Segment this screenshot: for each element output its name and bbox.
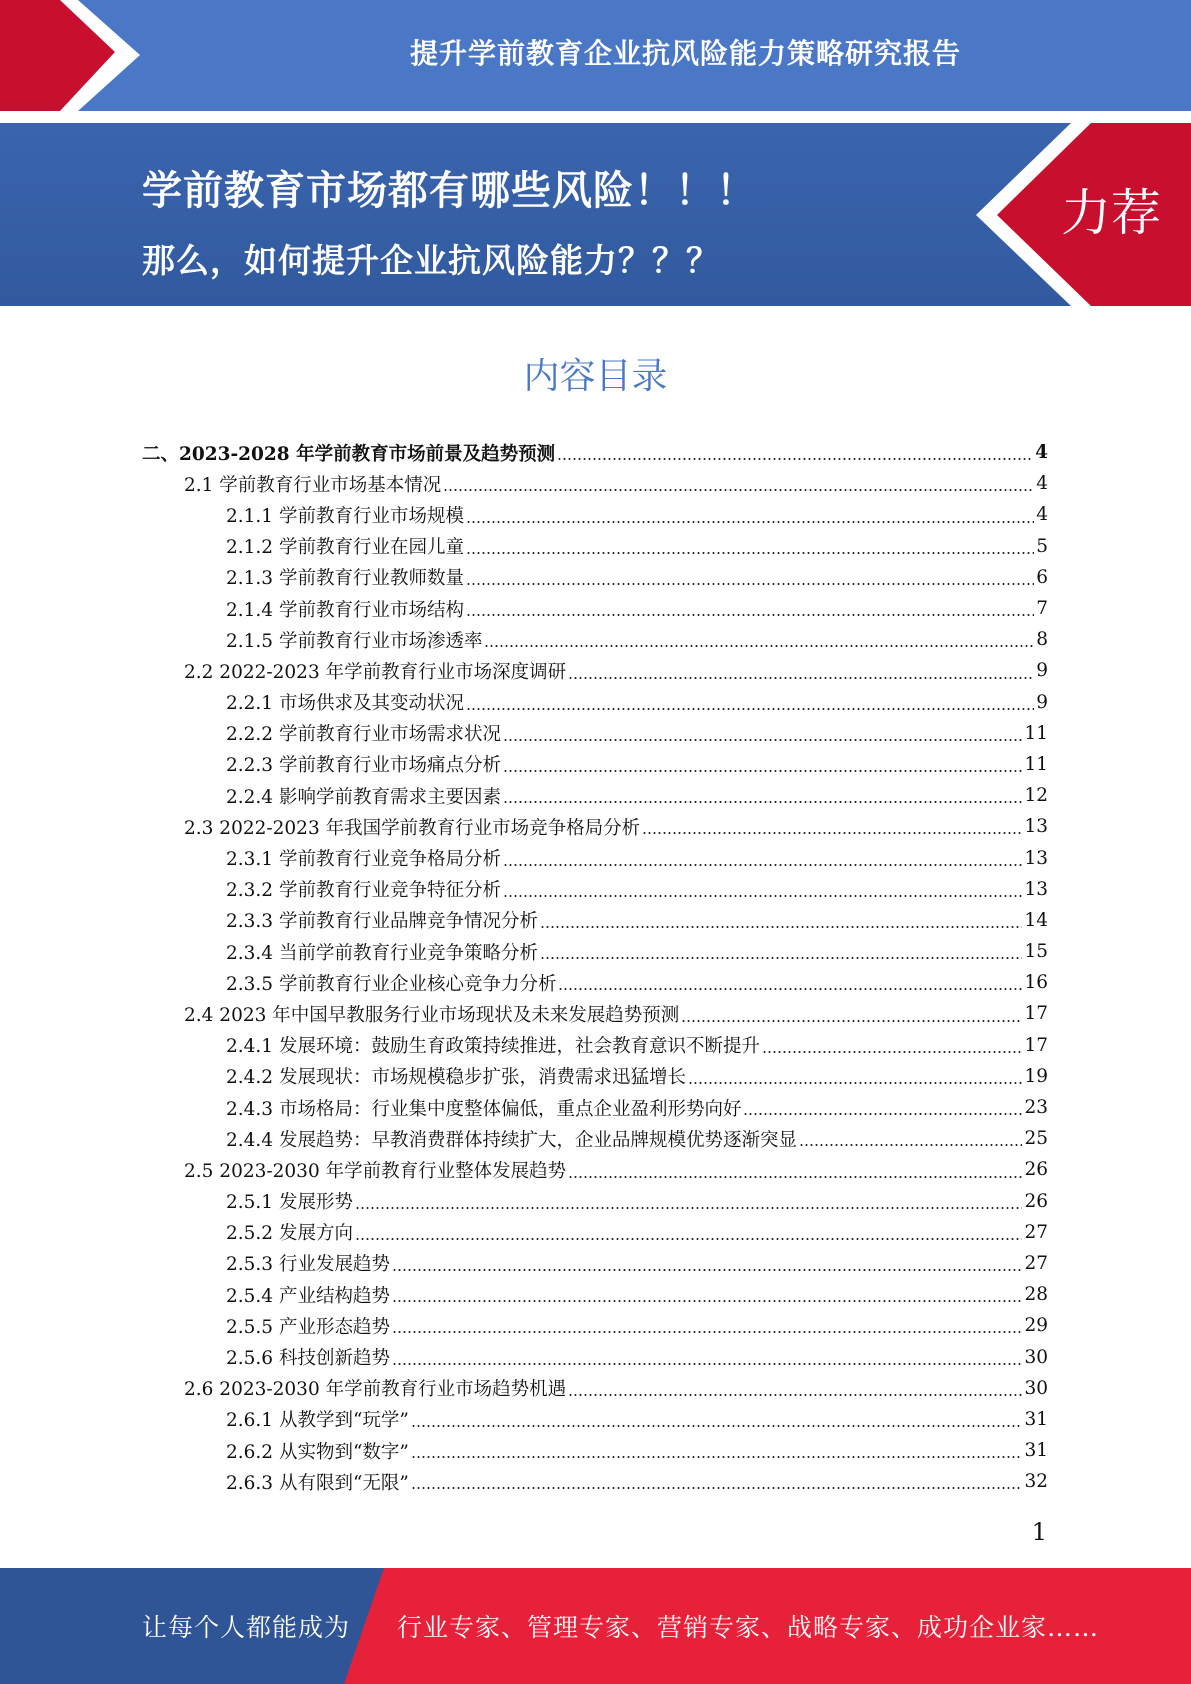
- toc-entry[interactable]: [142, 1435, 1048, 1466]
- toc-entry[interactable]: [142, 1310, 1048, 1341]
- toc-entry-label: 2.2 2022-2023 年学前教育行业市场深度调研: [184, 661, 567, 683]
- toc-entry-page: 4: [1035, 442, 1048, 464]
- toc-entry-page: 31: [1024, 1440, 1048, 1462]
- toc-entry[interactable]: [142, 1123, 1048, 1154]
- toc-entry[interactable]: [142, 531, 1048, 562]
- toc-dot-leader: [355, 1238, 1023, 1240]
- recommend-badge: 力荐: [1061, 184, 1161, 242]
- toc-dot-leader: [503, 801, 1022, 803]
- toc-dot-leader: [762, 1051, 1022, 1053]
- toc-entry[interactable]: [142, 905, 1048, 936]
- toc-entry[interactable]: [142, 811, 1048, 842]
- toc-entry-page: 30: [1024, 1346, 1048, 1368]
- toc-dot-leader: [355, 1207, 1023, 1209]
- toc-entry-label: 2.3.3 学前教育行业品牌竞争情况分析: [226, 911, 538, 933]
- toc-entry-page: 5: [1036, 535, 1048, 557]
- report-header-bar: [0, 0, 1191, 111]
- promo-banner: [0, 123, 1191, 306]
- toc-entry-label: 2.5.5 产业形态趋势: [226, 1316, 390, 1338]
- toc-dot-leader: [568, 677, 1034, 679]
- toc-dot-leader: [568, 1176, 1022, 1178]
- toc-entry-page: 31: [1024, 1408, 1048, 1430]
- toc-entry-page: 28: [1024, 1284, 1048, 1306]
- toc-entry-page: 4: [1036, 473, 1048, 495]
- toc-entry[interactable]: [142, 562, 1048, 593]
- toc-entry[interactable]: [142, 624, 1048, 655]
- toc-dot-leader: [466, 521, 1034, 523]
- toc-entry-page: 11: [1024, 722, 1048, 744]
- toc-entry-label: 2.4.1 发展环境：鼓励生育政策持续推进，社会教育意识不断提升: [226, 1036, 760, 1058]
- toc-entry[interactable]: [142, 1030, 1048, 1061]
- toc-entry-label: 2.3.1 学前教育行业竞争格局分析: [226, 849, 501, 871]
- toc-entry-page: 19: [1024, 1065, 1048, 1087]
- toc-entry-page: 8: [1036, 629, 1048, 651]
- toc-entry[interactable]: [142, 1279, 1048, 1310]
- toc-entry[interactable]: [142, 967, 1048, 998]
- toc-entry[interactable]: [142, 1061, 1048, 1092]
- toc-dot-leader: [411, 1425, 1023, 1427]
- toc-entry-label: 2.1.3 学前教育行业教师数量: [226, 568, 464, 590]
- toc-entry-page: 26: [1024, 1159, 1048, 1181]
- toc-entry-label: 2.5.1 发展形势: [226, 1192, 353, 1214]
- toc-entry-label: 2.3.5 学前教育行业企业核心竞争力分析: [226, 973, 557, 995]
- toc-entry-page: 9: [1036, 660, 1048, 682]
- toc-entry[interactable]: [142, 780, 1048, 811]
- toc-entry-label: 2.1.5 学前教育行业市场渗透率: [226, 630, 483, 652]
- toc-entry[interactable]: [142, 468, 1048, 499]
- toc-entry[interactable]: [142, 749, 1048, 780]
- toc-entry-label: 2.2.2 学前教育行业市场需求状况: [226, 724, 501, 746]
- toc-entry-page: 13: [1024, 878, 1048, 900]
- toc-entry-label: 2.1.4 学前教育行业市场结构: [226, 599, 464, 621]
- toc-entry-page: 16: [1024, 972, 1048, 994]
- toc-dot-leader: [411, 1487, 1023, 1489]
- report-title: 提升学前教育企业抗风险能力策略研究报告: [409, 37, 961, 70]
- toc-dot-leader: [688, 1082, 1022, 1084]
- toc-entry-label: 2.1.2 学前教育行业在园儿童: [226, 537, 464, 559]
- toc-dot-leader: [466, 708, 1034, 710]
- toc-entry[interactable]: [142, 1154, 1048, 1185]
- toc-entry-page: 27: [1024, 1252, 1048, 1274]
- page-number: 1: [1031, 1518, 1047, 1546]
- toc-entry-page: 27: [1024, 1221, 1048, 1243]
- toc-entry-label: 2.6 2023-2030 年学前教育行业市场趋势机遇: [184, 1379, 567, 1401]
- toc-dot-leader: [484, 645, 1034, 647]
- toc-dot-leader: [411, 1456, 1023, 1458]
- toc-dot-leader: [540, 957, 1022, 959]
- toc-dot-leader: [503, 739, 1022, 741]
- toc-dot-leader: [443, 489, 1034, 491]
- toc-entry[interactable]: [142, 1092, 1048, 1123]
- toc-entry-page: 17: [1024, 1003, 1048, 1025]
- toc-entry-page: 13: [1024, 816, 1048, 838]
- toc-entry-label: 2.4.4 发展趋势：早教消费群体持续扩大，企业品牌规模优势逐渐突显: [226, 1129, 797, 1151]
- toc-dot-leader: [503, 895, 1022, 897]
- toc-entry-label: 2.3.2 学前教育行业竞争特征分析: [226, 880, 501, 902]
- toc-dot-leader: [568, 1394, 1022, 1396]
- toc-dot-leader: [503, 864, 1022, 866]
- toc-entry-page: 30: [1024, 1377, 1048, 1399]
- toc-entry[interactable]: [142, 655, 1048, 686]
- toc-entry-label: 2.5 2023-2030 年学前教育行业整体发展趋势: [184, 1160, 567, 1182]
- toc-entry-label: 2.1.1 学前教育行业市场规模: [226, 505, 464, 527]
- toc-entry-page: 32: [1024, 1471, 1048, 1493]
- toc-entry-page: 7: [1036, 598, 1048, 620]
- toc-dot-leader: [557, 458, 1033, 460]
- toc-entry[interactable]: [142, 593, 1048, 624]
- toc-entry-page: 11: [1024, 753, 1048, 775]
- toc-entry-page: 26: [1024, 1190, 1048, 1212]
- toc-entry-page: 13: [1024, 847, 1048, 869]
- toc-entry[interactable]: [142, 936, 1048, 967]
- toc-entry[interactable]: [142, 437, 1048, 468]
- toc-entry[interactable]: [142, 1248, 1048, 1279]
- toc-dot-leader: [466, 614, 1034, 616]
- toc-dot-leader: [466, 552, 1034, 554]
- toc-entry[interactable]: [142, 687, 1048, 718]
- toc-dot-leader: [799, 1144, 1022, 1146]
- toc-entry-label: 2.6.1 从教学到“玩学”: [226, 1410, 409, 1432]
- toc-entry-label: 2.6.2 从实物到“数字”: [226, 1441, 409, 1463]
- toc-dot-leader: [392, 1300, 1022, 1302]
- red-chevron-icon: [0, 0, 160, 111]
- table-of-contents: [142, 437, 1048, 1497]
- toc-entry[interactable]: [142, 874, 1048, 905]
- toc-entry[interactable]: [142, 718, 1048, 749]
- toc-dot-leader: [642, 832, 1022, 834]
- footer-slogan-left: 让每个人都能成为: [142, 1613, 351, 1642]
- toc-dot-leader: [540, 926, 1022, 928]
- toc-entry-label: 2.2.4 影响学前教育需求主要因素: [226, 786, 501, 808]
- toc-entry-page: 15: [1024, 941, 1048, 963]
- toc-title: 内容目录: [523, 356, 668, 397]
- toc-dot-leader: [681, 1020, 1022, 1022]
- toc-entry[interactable]: [142, 499, 1048, 530]
- footer-slogan-right: 行业专家、管理专家、营销专家、战略专家、成功企业家……: [397, 1613, 1100, 1642]
- toc-entry-label: 2.2.3 学前教育行业市场痛点分析: [226, 755, 501, 777]
- toc-entry-label: 2.2.1 市场供求及其变动状况: [226, 693, 464, 715]
- toc-entry-page: 14: [1024, 909, 1048, 931]
- toc-entry-label: 2.5.6 科技创新趋势: [226, 1348, 390, 1370]
- toc-entry-label: 2.4.2 发展现状：市场规模稳步扩张，消费需求迅猛增长: [226, 1067, 686, 1089]
- toc-entry-label: 2.6.3 从有限到“无限”: [226, 1472, 409, 1494]
- toc-entry[interactable]: [142, 1373, 1048, 1404]
- toc-entry-label: 2.4.3 市场格局：行业集中度整体偏低，重点企业盈利形势向好: [226, 1098, 742, 1120]
- toc-dot-leader: [743, 1113, 1022, 1115]
- banner-subheadline: 那么，如何提升企业抗风险能力？？？: [142, 241, 720, 280]
- toc-entry-label: 2.4 2023 年中国早教服务行业市场现状及未来发展趋势预测: [184, 1004, 680, 1026]
- toc-entry-label: 2.5.2 发展方向: [226, 1223, 353, 1245]
- toc-entry-label: 2.3.4 当前学前教育行业竞争策略分析: [226, 942, 538, 964]
- toc-entry-page: 23: [1024, 1097, 1048, 1119]
- toc-entry-page: 6: [1036, 566, 1048, 588]
- toc-dot-leader: [558, 988, 1022, 990]
- toc-entry[interactable]: [142, 1466, 1048, 1497]
- toc-entry-page: 9: [1036, 691, 1048, 713]
- toc-entry-label: 2.1 学前教育行业市场基本情况: [184, 474, 442, 496]
- toc-dot-leader: [466, 583, 1034, 585]
- toc-entry-page: 12: [1024, 785, 1048, 807]
- toc-dot-leader: [392, 1331, 1022, 1333]
- footer-banner: [0, 1568, 1191, 1684]
- toc-entry[interactable]: [142, 1341, 1048, 1372]
- toc-entry[interactable]: [142, 1217, 1048, 1248]
- toc-entry[interactable]: [142, 1404, 1048, 1435]
- toc-entry[interactable]: [142, 1186, 1048, 1217]
- toc-entry[interactable]: [142, 842, 1048, 873]
- toc-entry-page: 29: [1024, 1315, 1048, 1337]
- toc-entry-label: 二、2023-2028 年学前教育市场前景及趋势预测: [142, 443, 556, 465]
- banner-headline: 学前教育市场都有哪些风险！！！: [142, 168, 757, 214]
- toc-entry[interactable]: [142, 998, 1048, 1029]
- toc-entry-label: 2.5.3 行业发展趋势: [226, 1254, 390, 1276]
- toc-dot-leader: [392, 1269, 1022, 1271]
- toc-dot-leader: [392, 1363, 1022, 1365]
- toc-entry-page: 25: [1024, 1128, 1048, 1150]
- toc-entry-label: 2.5.4 产业结构趋势: [226, 1285, 390, 1307]
- toc-entry-page: 4: [1036, 504, 1048, 526]
- toc-entry-label: 2.3 2022-2023 年我国学前教育行业市场竞争格局分析: [184, 817, 641, 839]
- toc-dot-leader: [503, 770, 1022, 772]
- toc-entry-page: 17: [1024, 1034, 1048, 1056]
